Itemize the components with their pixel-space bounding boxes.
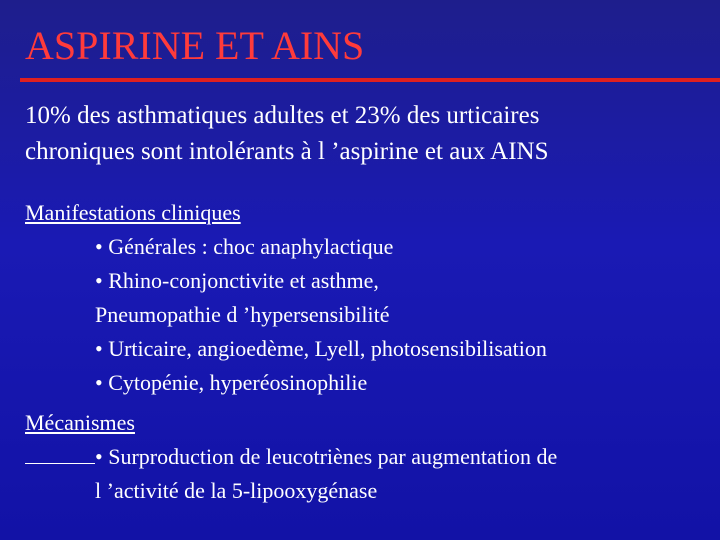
manifestation-item: • Générales : choc anaphylactique xyxy=(95,234,394,259)
intro-line-1: 10% des asthmatiques adultes et 23% des urticaires xyxy=(25,102,540,129)
mecanismes-section xyxy=(25,406,705,508)
indent-underline xyxy=(25,443,95,464)
mecanisme-item-row xyxy=(25,440,705,474)
manifestation-item: • Cytopénie, hyperéosinophilie xyxy=(95,370,368,395)
intro-line-2: chroniques sont intolérants à l ’aspirine et aux AINS xyxy=(25,138,549,165)
intro-paragraph xyxy=(25,98,705,170)
manifestations-heading: Manifestations cliniques xyxy=(25,200,241,225)
manifestations-section xyxy=(25,196,705,400)
manifestation-item: • Urticaire, angioedème, Lyell, photosensibilisation xyxy=(95,336,547,361)
mecanisme-item: l ’activité de la 5-lipooxygénase xyxy=(95,478,378,503)
mecanisme-item: • Surproduction de leucotriènes par augmentation de xyxy=(95,444,558,469)
manifestation-item: Pneumopathie d ’hypersensibilité xyxy=(95,302,390,327)
title-divider xyxy=(20,78,720,82)
manifestation-item: • Rhino-conjonctivite et asthme, xyxy=(95,268,379,293)
slide-title: ASPIRINE ET AINS xyxy=(25,23,365,68)
mecanismes-heading: Mécanismes xyxy=(25,410,135,435)
